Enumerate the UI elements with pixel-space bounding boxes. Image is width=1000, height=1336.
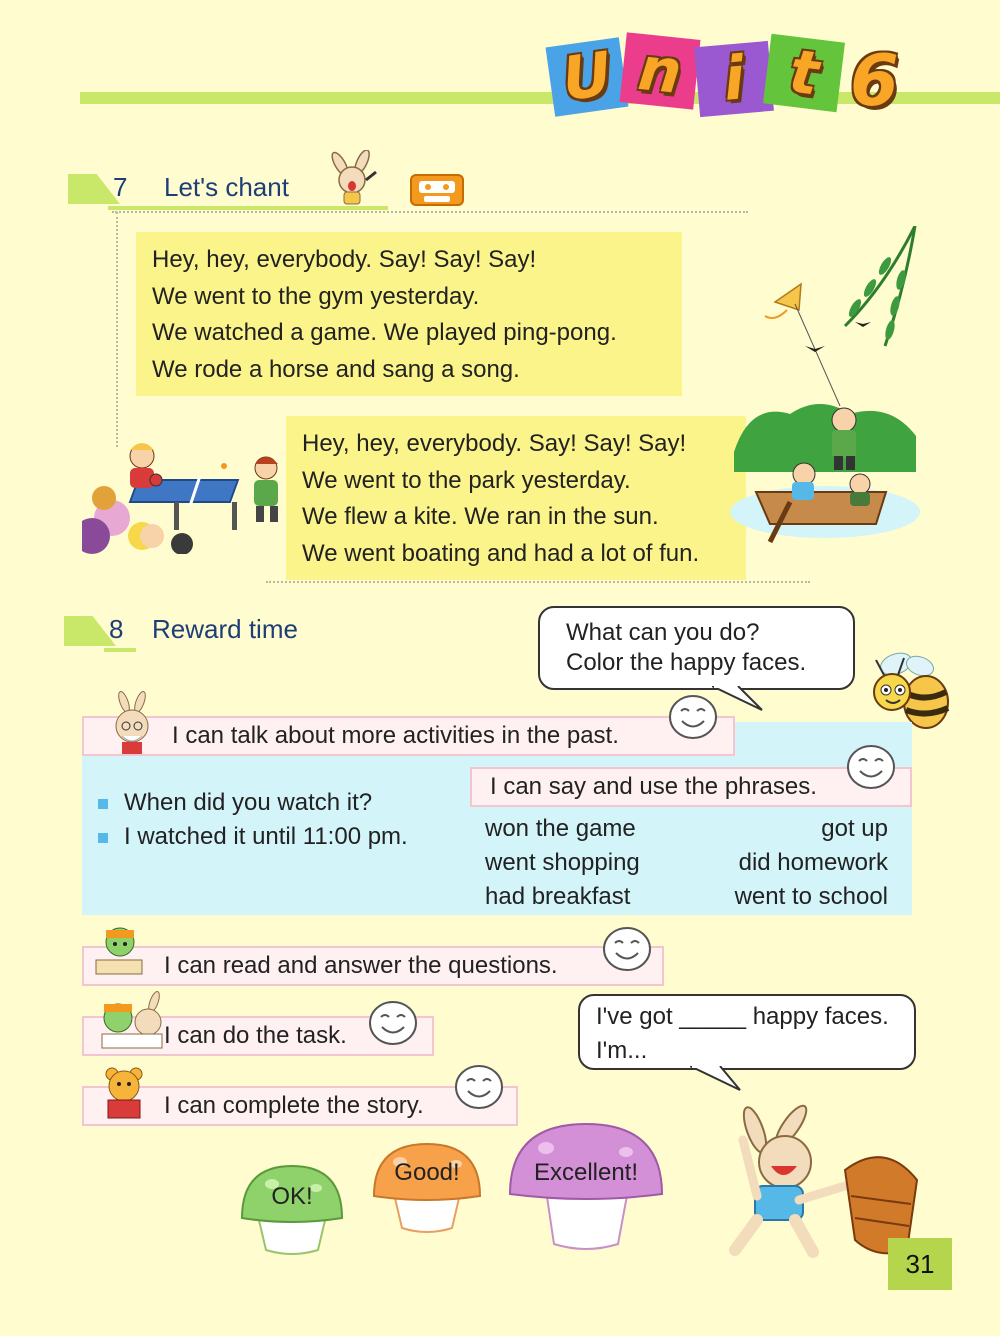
mushroom-good[interactable] bbox=[370, 1138, 484, 1234]
cassette-icon[interactable] bbox=[410, 174, 464, 206]
rabbit-singer-icon bbox=[322, 150, 382, 206]
unit-title bbox=[545, 28, 965, 128]
section-number: 8 bbox=[109, 614, 124, 644]
section-number: 7 bbox=[113, 172, 128, 202]
page-number: 31 bbox=[888, 1238, 952, 1290]
happy-face-icon[interactable] bbox=[368, 1000, 418, 1046]
list-item: I watched it until 11:00 pm. bbox=[98, 820, 458, 854]
happy-face-icon[interactable] bbox=[668, 694, 718, 740]
svg-text:Good!: Good! bbox=[394, 1159, 460, 1186]
can-task-bar: I can do the task. bbox=[82, 1016, 434, 1056]
chant-verse-1: Hey, hey, everybody. Say! Say! Say! We went to the gym yesterday. We watched a game. We played ping-pong. We rode a horse and sang a song. bbox=[136, 232, 682, 396]
happy-face-icon[interactable] bbox=[846, 744, 896, 790]
can-say-bar: I can say and use the phrases. bbox=[470, 767, 912, 807]
friends-reading-icon bbox=[94, 990, 174, 1052]
mushroom-ok[interactable] bbox=[238, 1160, 346, 1256]
section-8-heading bbox=[64, 612, 314, 652]
grandpa-rabbit-icon bbox=[98, 690, 168, 756]
chant-verse-2: Hey, hey, everybody. Say! Say! Say! We went to the park yesterday. We flew a kite. We ran in the sun. We went boating and had a lot of fun. bbox=[286, 416, 746, 580]
can-talk-bar: I can talk about more activities in the past. bbox=[82, 716, 735, 756]
result-speech-bubble: I've got _____ happy faces. I'm... bbox=[578, 994, 916, 1070]
example-sentences bbox=[98, 786, 458, 854]
list-item: When did you watch it? bbox=[98, 786, 458, 820]
happy-face-icon[interactable] bbox=[454, 1064, 504, 1110]
reading-child-icon bbox=[92, 920, 146, 978]
unit-tile-n: n bbox=[620, 32, 701, 109]
happy-face-icon[interactable] bbox=[602, 926, 652, 972]
section-title: Reward time bbox=[152, 614, 298, 644]
section-title: Let's chant bbox=[164, 172, 289, 202]
phrases-right: got up did homework went to school bbox=[734, 815, 888, 910]
rabbit-basket-illustration bbox=[695, 1100, 925, 1260]
ping-pong-illustration bbox=[82, 436, 287, 554]
svg-text:Excellent!: Excellent! bbox=[533, 1159, 639, 1186]
unit-number: 6 bbox=[850, 40, 899, 122]
mushroom-excellent[interactable] bbox=[506, 1118, 666, 1254]
phrases-left: won the game went shopping had breakfast bbox=[485, 815, 640, 910]
bear-reading-icon bbox=[100, 1064, 148, 1122]
unit-tile-u: U bbox=[545, 37, 628, 117]
prompt-speech-bubble: What can you do? Color the happy faces. bbox=[538, 606, 855, 690]
svg-text:OK!: OK! bbox=[271, 1183, 313, 1210]
unit-tile-i: i bbox=[694, 41, 774, 117]
can-story-bar: I can complete the story. bbox=[82, 1086, 518, 1126]
boating-illustration bbox=[730, 392, 920, 544]
can-read-bar: I can read and answer the questions. bbox=[82, 946, 664, 986]
unit-tile-t: t bbox=[763, 34, 845, 112]
